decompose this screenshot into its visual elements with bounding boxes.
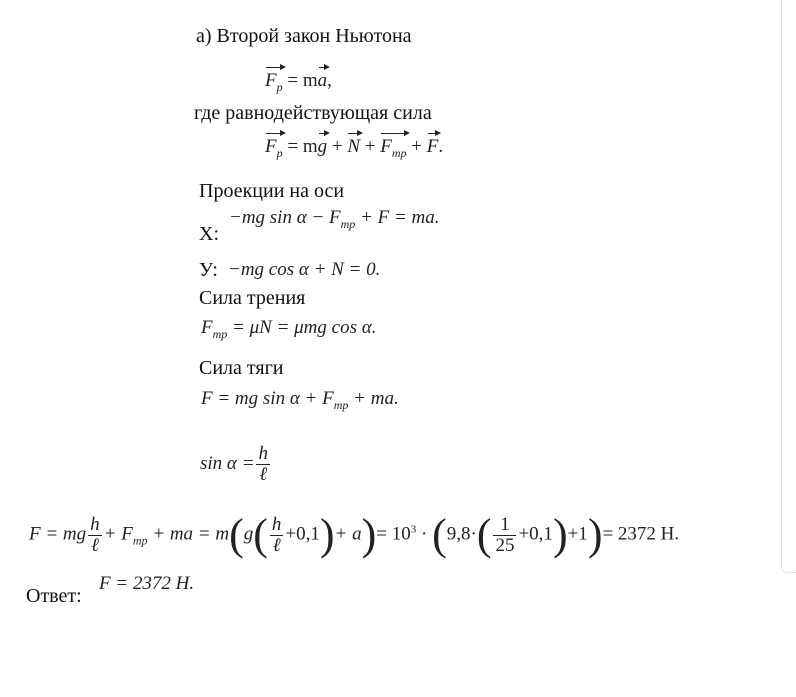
- traction-title: Сила тяги: [199, 357, 284, 379]
- friction-formula: $F_{тр} = \mu N = \mu mg$ cos α.: [201, 317, 377, 341]
- scrollbar[interactable]: [781, 0, 796, 573]
- friction-title: Сила трения: [199, 287, 306, 309]
- answer-label: Ответ:: [26, 585, 82, 607]
- traction-formula: F = mg $\sin \alpha + F_{тр}$ + ma.: [201, 388, 399, 412]
- resultant-force-intro: где равнодействующая сила: [194, 102, 432, 124]
- resultant-force-formula: $F_p$ = mg + $N + F_{тр} + F$.: [265, 136, 443, 164]
- projections-title: Проекции на оси: [199, 180, 345, 202]
- newton-second-law-formula: $F_p$ = ma,: [265, 70, 332, 98]
- y-axis-label: У:: [199, 259, 218, 281]
- x-projection-formula: −mg $\sin \alpha - F_{тр} + F$ = ma.: [229, 207, 440, 231]
- section-heading: а) Второй закон Ньютона: [196, 25, 412, 47]
- traction-computation-formula: F = mg $\frac{h}{\text{ℓ}}$ + $F_{тр}$ + ma = m(g( $\frac{h}{\text{ℓ}}$ $+0,1)+ a)= 10^3 \cdot (9,8\cdot$( $\frac{1}{25}$ +0,1)+1)= 2372 H.: [29, 510, 680, 559]
- sin-alpha-formula: sin α = $\frac{h}{\text{ℓ}}$: [200, 443, 268, 485]
- y-projection-formula: −mg cos α + N = 0.: [228, 259, 381, 280]
- answer-formula: F = 2372 H.: [99, 573, 195, 594]
- x-axis-label: Х:: [199, 223, 219, 245]
